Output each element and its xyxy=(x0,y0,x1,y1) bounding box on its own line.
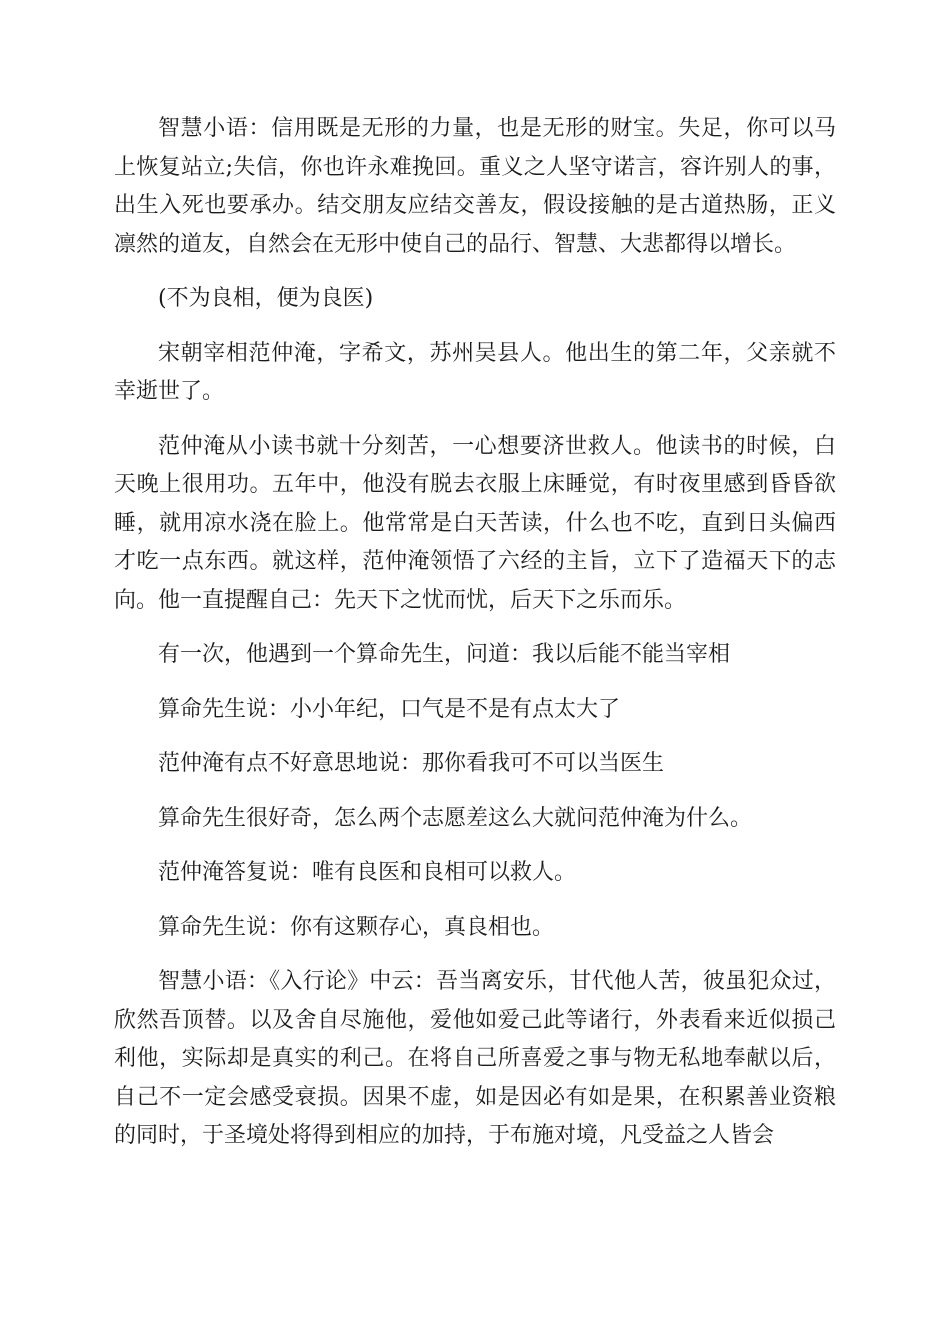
story-paragraph-intro: 宋朝宰相范仲淹，字希文，苏州吴县人。他出生的第二年，父亲就不幸逝世了。 xyxy=(114,340,836,404)
dialogue-line-5: 范仲淹答复说：唯有良医和良相可以救人。 xyxy=(158,860,577,885)
dialogue-line-6: 算命先生说：你有这颗存心，真良相也。 xyxy=(158,914,555,940)
document-body xyxy=(114,110,836,1172)
dialogue-line-3: 范仲淹有点不好意思地说：那你看我可不可以当医生 xyxy=(158,751,665,776)
dialogue-line-2: 算命先生说：小小年纪，口气是不是有点太大了 xyxy=(158,696,621,722)
dialogue-line-4: 算命先生很好奇，怎么两个志愿差这么大就问范仲淹为什么。 xyxy=(158,805,753,831)
story-title: (不为良相，便为良医) xyxy=(158,286,374,311)
dialogue-line-1: 有一次，他遇到一个算命先生，问道：我以后能不能当宰相 xyxy=(158,642,731,667)
wisdom-paragraph-2: 智慧小语：《入行论》中云：吾当离安乐，甘代他人苦，彼虽犯众过，欣然吾顶替。以及舍自尽施他，爱他如爱己此等诸行，外表看来近似损己利他，实际却是真实的利己。在将自己所喜爱之事与物无私地奉献以后，自己不一定会感受衰损。因果不虚，如是因必有如是果，在积累善业资粮的同时，于圣境处将得到相应的加持，于布施对境，凡受益之人皆会 xyxy=(114,969,836,1148)
story-paragraph-study: 范仲淹从小读书就十分刻苦，一心想要济世救人。他读书的时候，白天晚上很用功。五年中，他没有脱去衣服上床睡觉，有时夜里感到昏昏欲睡，就用凉水浇在脸上。他常常是白天苦读，什么也不吃，直到日头偏西才吃一点东西。就这样，范仲淹领悟了六经的主旨，立下了造福天下的志向。他一直提醒自己：先天下之忧而忧，后天下之乐而乐。 xyxy=(114,433,836,613)
wisdom-paragraph-1: 智慧小语：信用既是无形的力量，也是无形的财宝。失足，你可以马上恢复站立;失信，你也许永难挽回。重义之人坚守诺言，容许别人的事，出生入死也要承办。结交朋友应结交善友，假设接触的是古道热肠，正义凛然的道友，自然会在无形中使自己的品行、智慧、大悲都得以增长。 xyxy=(114,116,836,257)
